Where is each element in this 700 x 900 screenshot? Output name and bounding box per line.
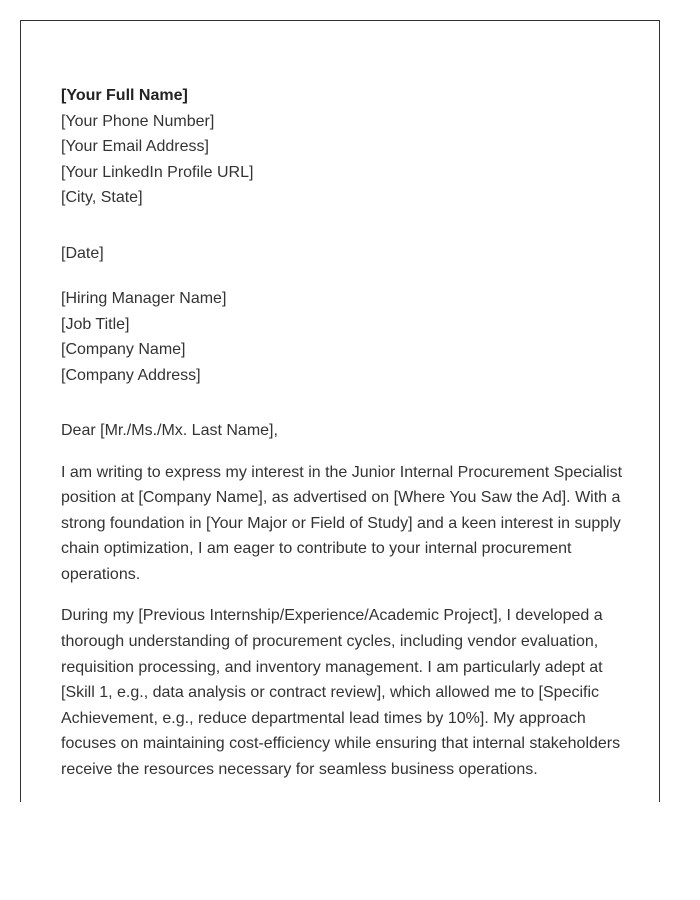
body-paragraph-1: I am writing to express my interest in the Junior Internal Procurement Specialist position at [Company Name], as advertised on [Where You Saw the Ad]. With a strong foundation in [Your Major or Field of Study] and a keen interest in supply chain optimization, I am eager to contribute to your internal procurement operations. [61,463,623,583]
sender-phone: [Your Phone Number] [61,112,215,130]
recipient-manager: [Hiring Manager Name] [61,290,227,307]
recipient-address: [Company Address] [61,366,201,384]
salutation: Dear [Mr./Ms./Mx. Last Name], [61,422,278,439]
sender-location: [City, State] [61,189,143,206]
sender-block [61,83,629,211]
sender-email: [Your Email Address] [61,138,209,155]
recipient-job-title: [Job Title] [61,315,130,333]
letter-page [20,20,660,802]
sender-name: [Your Full Name] [61,87,188,104]
sender-linkedin: [Your LinkedIn Profile URL] [61,163,254,181]
body-paragraph-2: During my [Previous Internship/Experience/Academic Project], I developed a thorough understanding of procurement cycles, including vendor evaluation, requisition processing, and inventory management. I am particularly adept at [Skill 1, e.g., data analysis or contract review], which allowed me to [Specific Achievement, e.g., reduce departmental lead times by 10%]. My approach focuses on maintaining cost-efficiency while ensuring that internal stakeholders receive the resources necessary for seamless business operations. [61,607,621,779]
recipient-company: [Company Name] [61,341,186,358]
letter-date: [Date] [61,244,104,262]
letter-content [61,83,629,783]
recipient-block [61,286,629,388]
